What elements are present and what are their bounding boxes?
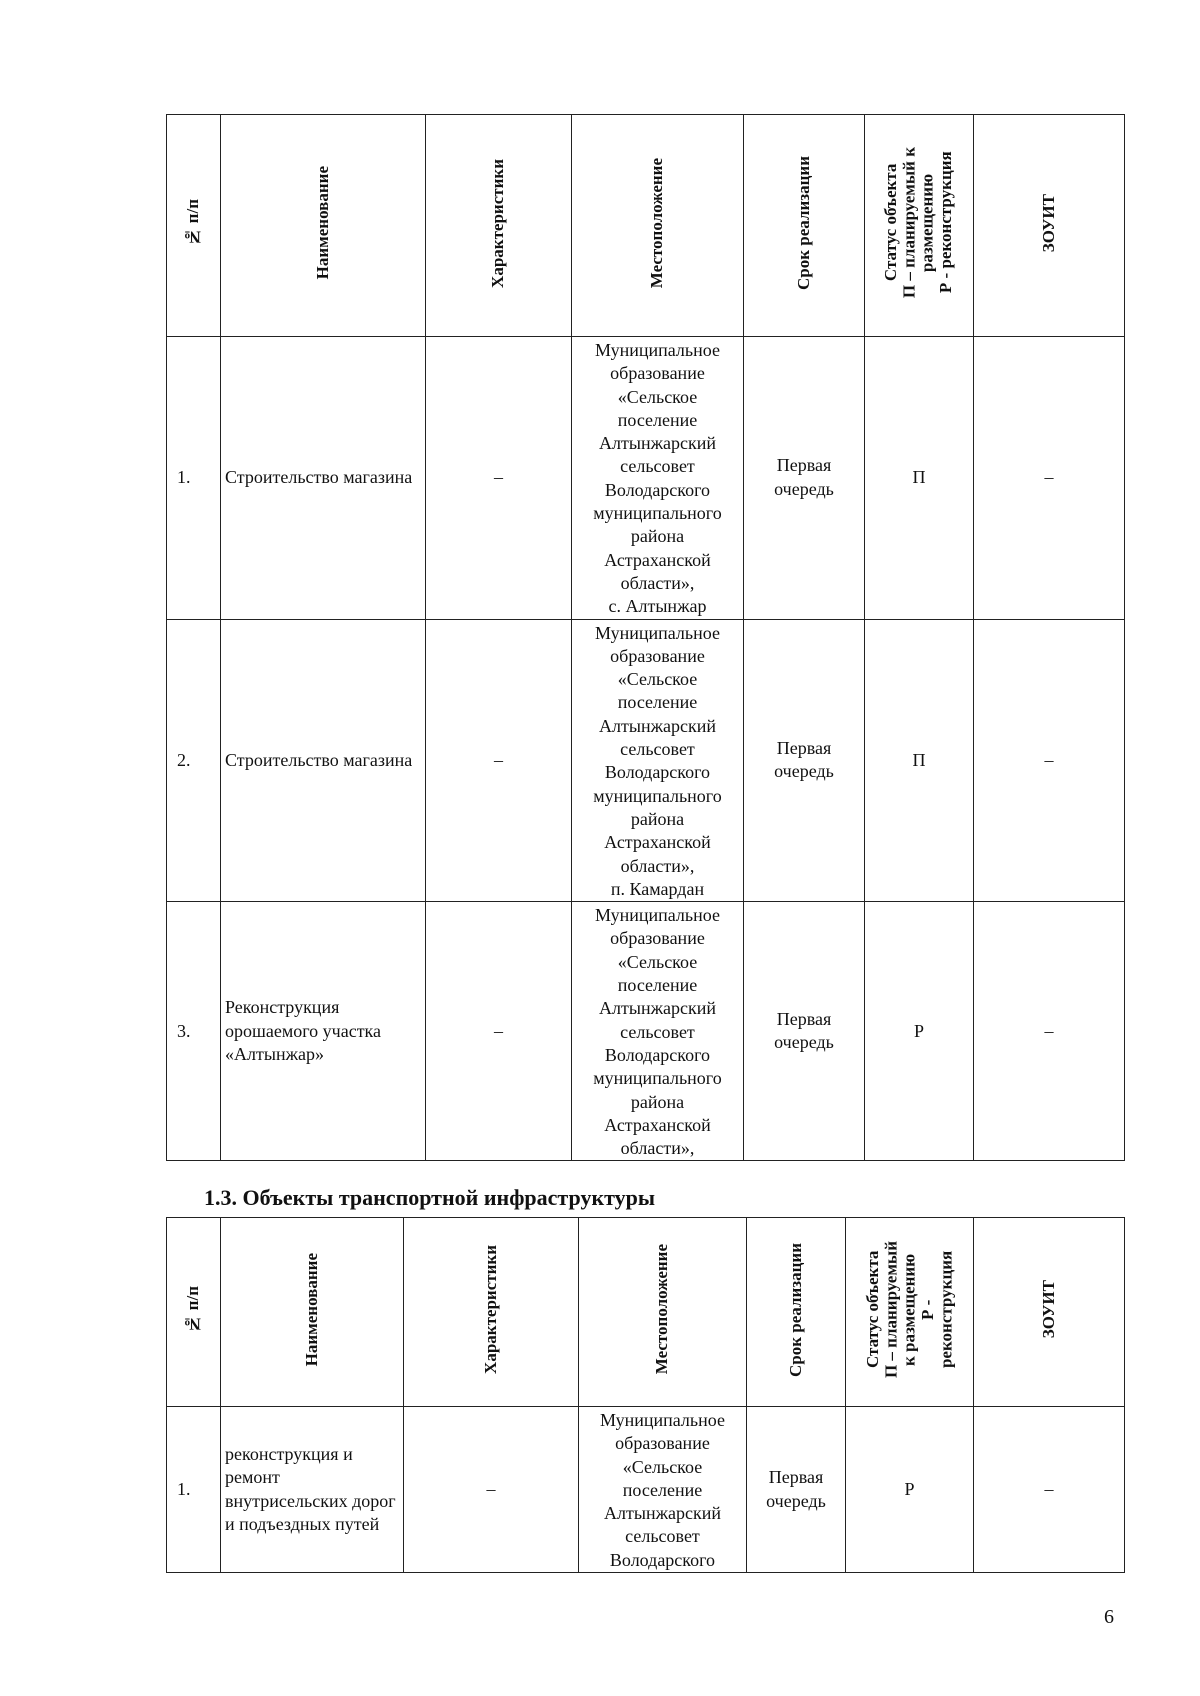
table-row: [167, 619, 1125, 902]
table-row: [167, 1407, 1125, 1573]
header-num: № п/п: [167, 1218, 221, 1407]
row-location: Муниципальное образование «Сельское поселение Алтынжарский сельсовет Володарского муниципального района Астраханской области», п. Камардан: [572, 619, 744, 902]
row-status: П: [865, 337, 974, 620]
row-characteristics: –: [426, 619, 572, 902]
header-status: Статус объекта П – планируемый к размещению Р - реконструкция: [865, 115, 974, 337]
header-location: Местоположение: [572, 115, 744, 337]
row-zouit: –: [974, 902, 1125, 1161]
header-name: Наименование: [221, 115, 426, 337]
row-num: 3.: [167, 902, 221, 1161]
row-name: Строительство магазина: [221, 337, 426, 620]
header-num: № п/п: [167, 115, 221, 337]
row-name: Строительство магазина: [221, 619, 426, 902]
row-num: 2.: [167, 619, 221, 902]
section-heading: 1.3. Объекты транспортной инфраструктуры: [204, 1185, 656, 1210]
row-num: 1.: [167, 1407, 221, 1573]
page-number: 6: [1104, 1606, 1114, 1628]
row-status: Р: [865, 902, 974, 1161]
row-name: Реконструкция орошаемого участка «Алтынжар»: [221, 902, 426, 1161]
row-status: Р: [846, 1407, 974, 1573]
header-characteristics: Характеристики: [426, 115, 572, 337]
header-characteristics: Характеристики: [404, 1218, 579, 1407]
table-row: [167, 902, 1125, 1161]
table-row: [167, 337, 1125, 620]
row-term: Первая очередь: [747, 1407, 846, 1573]
objects-table: [166, 114, 1125, 1161]
row-num: 1.: [167, 337, 221, 620]
table-header-row: [167, 115, 1125, 337]
row-characteristics: –: [426, 902, 572, 1161]
row-name: реконструкция и ремонт внутрисельских дорог и подъездных путей: [221, 1407, 404, 1573]
header-zouit: ЗОУИТ: [974, 115, 1125, 337]
row-zouit: –: [974, 337, 1125, 620]
row-zouit: –: [974, 619, 1125, 902]
header-term: Срок реализации: [747, 1218, 846, 1407]
table-header-row: [167, 1218, 1125, 1407]
row-location: Муниципальное образование «Сельское поселение Алтынжарский сельсовет Володарского: [579, 1407, 747, 1573]
row-location: Муниципальное образование «Сельское поселение Алтынжарский сельсовет Володарского муниципального района Астраханской области»,: [572, 902, 744, 1161]
header-term: Срок реализации: [744, 115, 865, 337]
row-term: Первая очередь: [744, 337, 865, 620]
transport-objects-table: [166, 1217, 1125, 1573]
header-status: Статус объекта П – планируемый к размещению Р - реконструкция: [846, 1218, 974, 1407]
row-location: Муниципальное образование «Сельское поселение Алтынжарский сельсовет Володарского муниципального района Астраханской области», с. Алтынжар: [572, 337, 744, 620]
row-characteristics: –: [404, 1407, 579, 1573]
row-status: П: [865, 619, 974, 902]
row-term: Первая очередь: [744, 902, 865, 1161]
header-zouit: ЗОУИТ: [974, 1218, 1125, 1407]
header-name: Наименование: [221, 1218, 404, 1407]
header-location: Местоположение: [579, 1218, 747, 1407]
row-characteristics: –: [426, 337, 572, 620]
row-zouit: –: [974, 1407, 1125, 1573]
row-term: Первая очередь: [744, 619, 865, 902]
